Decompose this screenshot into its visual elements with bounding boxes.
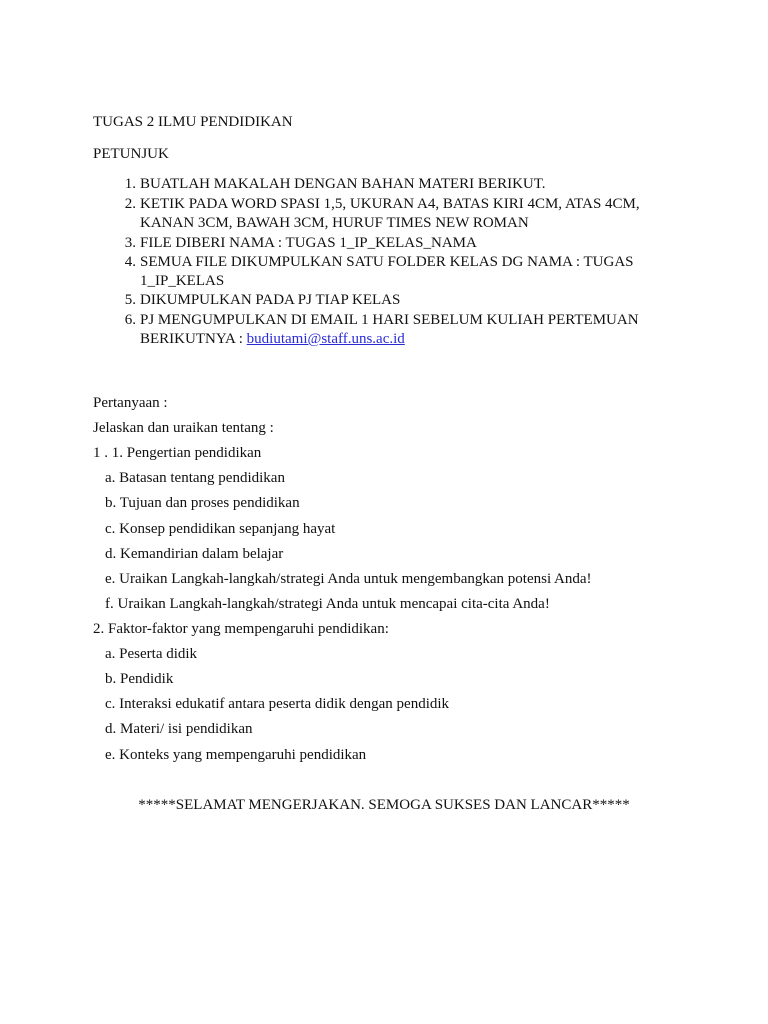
section-heading: 2. Faktor-faktor yang mempengaruhi pendidikan: <box>93 621 389 637</box>
questions-intro: Jelaskan dan uraikan tentang : <box>93 420 274 436</box>
email-link[interactable]: budiutami@staff.uns.ac.id <box>246 331 405 347</box>
section-item: e. Konteks yang mempengaruhi pendidikan <box>105 747 367 763</box>
section-item: d. Materi/ isi pendidikan <box>105 721 253 737</box>
section-item: c. Interaksi edukatif antara peserta didik dengan pendidik <box>105 696 450 712</box>
instruction-text: BERIKUTNYA : <box>140 331 247 347</box>
instruction-text: 1_IP_KELAS <box>140 273 225 289</box>
instruction-text: KANAN 3CM, BAWAH 3CM, HURUF TIMES NEW ROMAN <box>140 215 529 231</box>
instruction-number: 6. <box>124 312 136 328</box>
instruction-text-with-link <box>140 330 680 349</box>
document-title: TUGAS 2 ILMU PENDIDIKAN <box>93 114 293 130</box>
instruction-number: 3. <box>124 235 136 251</box>
section-item: b. Tujuan dan proses pendidikan <box>105 495 300 511</box>
questions-label: Pertanyaan : <box>93 395 168 411</box>
section-item: a. Batasan tentang pendidikan <box>105 470 285 486</box>
instruction-number: 4. <box>124 254 136 270</box>
instruction-text: BUATLAH MAKALAH DENGAN BAHAN MATERI BERIKUT. <box>140 176 546 192</box>
section-item: a. Peserta didik <box>105 646 198 662</box>
section-item: c. Konsep pendidikan sepanjang hayat <box>105 521 336 537</box>
section-item: e. Uraikan Langkah-langkah/strategi Anda untuk mengembangkan potensi Anda! <box>105 571 592 587</box>
instructions-heading: PETUNJUK <box>93 146 169 162</box>
instruction-text: DIKUMPULKAN PADA PJ TIAP KELAS <box>140 292 401 308</box>
section-item: f. Uraikan Langkah-langkah/strategi Anda untuk mencapai cita-cita Anda! <box>105 596 550 612</box>
instruction-text: SEMUA FILE DIKUMPULKAN SATU FOLDER KELAS DG NAMA : TUGAS <box>140 254 634 270</box>
instruction-number: 1. <box>124 176 136 192</box>
instruction-text: FILE DIBERI NAMA : TUGAS 1_IP_KELAS_NAMA <box>140 235 477 251</box>
section-heading: 1 . 1. Pengertian pendidikan <box>93 445 262 461</box>
section-item: b. Pendidik <box>105 671 174 687</box>
instruction-number: 5. <box>124 292 136 308</box>
instruction-number: 2. <box>124 196 136 212</box>
section-item: d. Kemandirian dalam belajar <box>105 546 284 562</box>
instruction-text: PJ MENGUMPULKAN DI EMAIL 1 HARI SEBELUM KULIAH PERTEMUAN <box>140 312 639 328</box>
instruction-text: KETIK PADA WORD SPASI 1,5, UKURAN A4, BATAS KIRI 4CM, ATAS 4CM, <box>140 196 640 212</box>
closing-message: *****SELAMAT MENGERJAKAN. SEMOGA SUKSES DAN LANCAR***** <box>138 797 630 813</box>
